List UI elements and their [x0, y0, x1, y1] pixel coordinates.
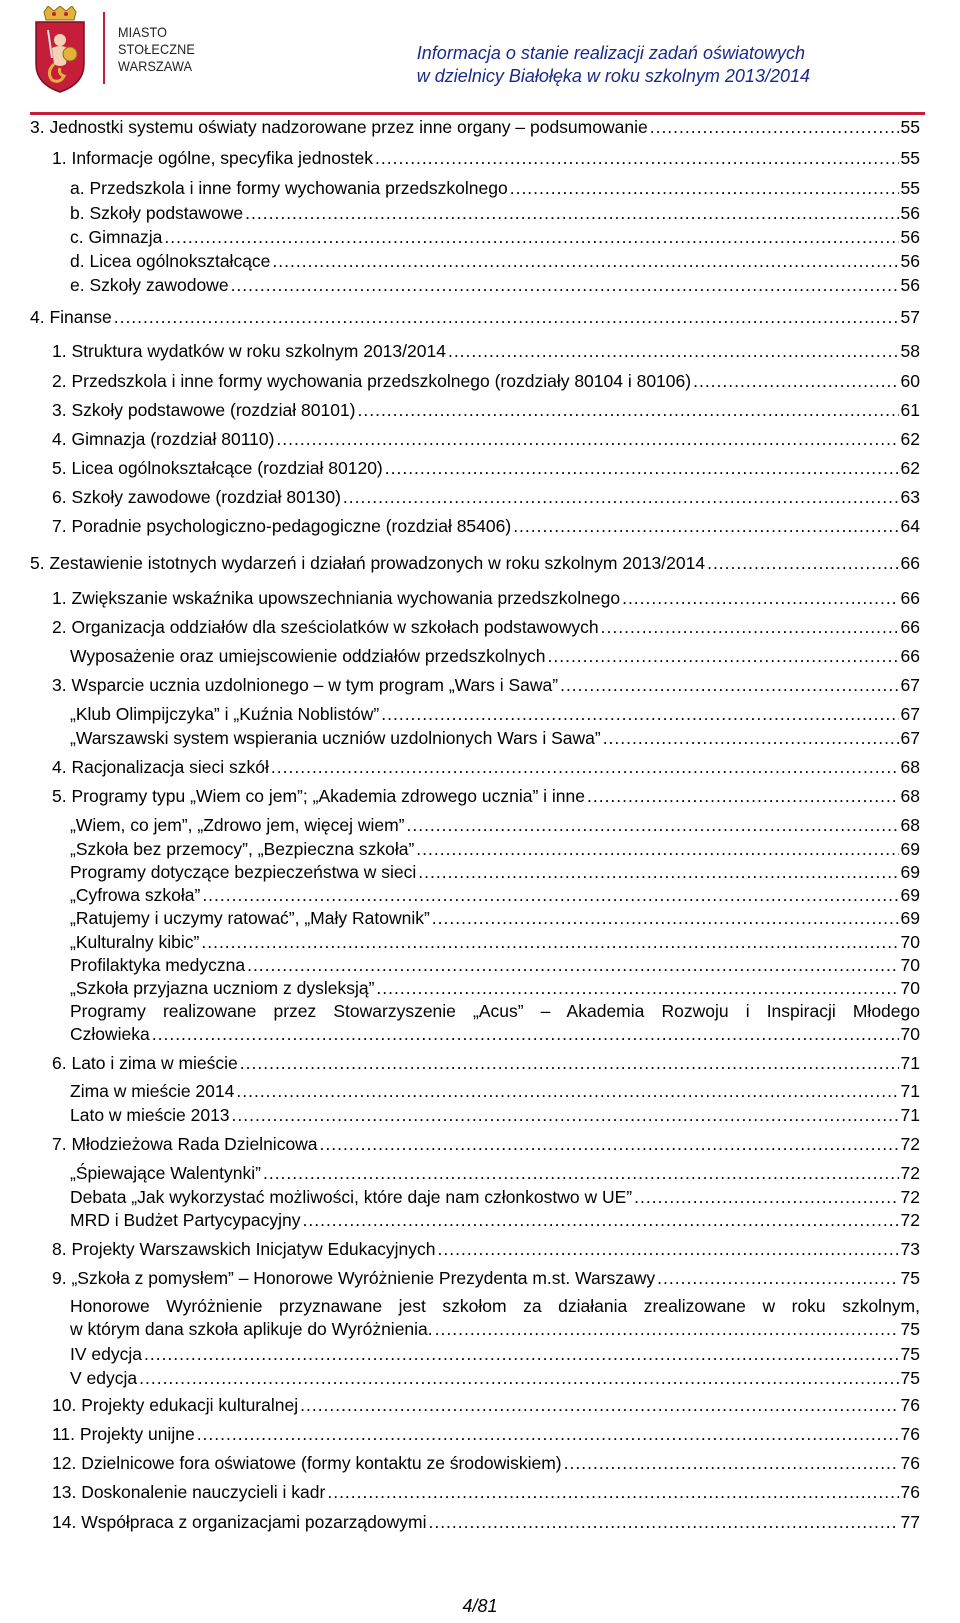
toc-entry-title: c. Gimnazja	[70, 227, 163, 247]
dot-leader	[650, 116, 899, 138]
toc-entry[interactable]	[70, 1318, 920, 1340]
toc-entry-title: „Warszawski system wspierania uczniów uzdolnionych Wars i Sawa”	[70, 728, 601, 748]
toc-entry-title: a. Przedszkola i inne formy wychowania przedszkolnego	[70, 178, 508, 198]
dot-leader	[634, 1186, 898, 1208]
toc-entry[interactable]	[70, 884, 920, 906]
dot-leader	[448, 340, 899, 362]
dot-leader	[144, 1343, 899, 1365]
toc-entry-title: 5. Programy typu „Wiem co jem”; „Akademia zdrowego ucznia” i inne	[52, 786, 585, 806]
toc-entry[interactable]	[30, 306, 920, 328]
toc-entry[interactable]	[70, 177, 920, 199]
toc-entry-page: 61	[900, 400, 920, 420]
toc-entry[interactable]	[52, 1452, 920, 1474]
toc-entry[interactable]	[52, 1423, 920, 1445]
dot-leader	[548, 645, 899, 667]
toc-entry-title: 1. Struktura wydatków w roku szkolnym 2013/2014	[52, 341, 446, 361]
toc-entry[interactable]	[70, 861, 920, 883]
toc-entry-page: 72	[900, 1210, 920, 1230]
toc-entry-title: 6. Szkoły zawodowe (rozdział 80130)	[52, 487, 341, 507]
toc-entry-title: „Klub Olimpijczyka” i „Kuźnia Noblistów”	[70, 704, 380, 724]
dot-leader	[300, 1394, 898, 1416]
toc-entry-page: 62	[900, 458, 920, 478]
toc-entry-title: „Ratujemy i uczymy ratować”, „Mały Ratownik”	[70, 908, 430, 928]
toc-entry-title: IV edycja	[70, 1344, 142, 1364]
toc-entry-page: 71	[900, 1105, 920, 1125]
toc-entry[interactable]	[52, 515, 920, 537]
toc-entry-page: 66	[900, 553, 920, 573]
toc-entry-title: 5. Zestawienie istotnych wydarzeń i działań prowadzonych w roku szkolnym 2013/2014	[30, 553, 706, 573]
dot-leader	[438, 1238, 899, 1260]
dot-leader	[114, 306, 899, 328]
dot-leader	[247, 954, 898, 976]
toc-entry[interactable]	[70, 645, 920, 667]
toc-entry-page: 55	[900, 148, 920, 168]
header-rule	[30, 112, 925, 115]
toc-entry-title: w którym dana szkoła aplikuje do Wyróżnienia.	[70, 1319, 433, 1339]
toc-entry-page: 76	[900, 1395, 920, 1415]
dot-leader	[303, 1209, 899, 1231]
dot-leader	[513, 515, 898, 537]
toc-entry-title: 3. Wsparcie ucznia uzdolnionego – w tym program „Wars i Sawa”	[52, 675, 559, 695]
toc-entry[interactable]	[70, 1023, 920, 1045]
toc-entry-title: 5. Licea ogólnokształcące (rozdział 80120)	[52, 458, 383, 478]
toc-entry[interactable]	[70, 1162, 920, 1184]
toc-entry-title: „Śpiewające Walentynki”	[70, 1163, 261, 1183]
toc-entry-title: Wyposażenie oraz umiejscowienie oddziałów przedszkolnych	[70, 646, 546, 666]
toc-entry[interactable]	[52, 616, 920, 638]
toc-entry-title: 13. Doskonalenie nauczycieli i kadr	[52, 1482, 326, 1502]
toc-entry[interactable]	[52, 147, 920, 169]
toc-entry-page: 69	[900, 862, 920, 882]
toc-entry-page: 70	[900, 1024, 920, 1044]
dot-leader	[327, 1481, 898, 1503]
toc-entry[interactable]	[52, 1394, 920, 1416]
toc-entry-page: 70	[900, 932, 920, 952]
toc-entry[interactable]	[70, 703, 920, 725]
toc-entry[interactable]	[52, 370, 920, 392]
toc-entry-page: 64	[900, 516, 920, 536]
toc-entry[interactable]	[52, 1133, 920, 1155]
toc-entry-page: 66	[900, 588, 920, 608]
dot-leader	[236, 1080, 898, 1102]
logo-divider	[103, 12, 105, 84]
toc-entry-page: 56	[900, 251, 920, 271]
toc-entry[interactable]	[52, 1481, 920, 1503]
toc-entry-page: 69	[900, 908, 920, 928]
toc-entry-title: 3. Jednostki systemu oświaty nadzorowane przez inne organy – podsumowanie	[30, 117, 648, 137]
toc-entry-title: 1. Informacje ogólne, specyfika jednostek	[52, 148, 374, 168]
dot-leader	[564, 1452, 899, 1474]
toc-entry[interactable]	[70, 1186, 920, 1208]
toc-entry-line[interactable]: Honorowe Wyróżnienie przyznawane jest szkołom za działania zrealizowane w roku szkolnym,	[70, 1296, 920, 1316]
dot-leader	[428, 1511, 898, 1533]
toc-entry-title: 11. Projekty unijne	[52, 1424, 195, 1444]
toc-entry[interactable]	[52, 428, 920, 450]
toc-entry-title: 7. Młodzieżowa Rada Dzielnicowa	[52, 1134, 318, 1154]
dot-leader	[320, 1133, 899, 1155]
toc-entry-title: „Cyfrowa szkoła”	[70, 885, 201, 905]
toc-entry[interactable]	[52, 457, 920, 479]
toc-entry-title: 8. Projekty Warszawskich Inicjatyw Edukacyjnych	[52, 1239, 436, 1259]
dot-leader	[245, 202, 898, 224]
toc-entry-page: 72	[900, 1134, 920, 1154]
toc-entry-title: Programy dotyczące bezpieczeństwa w sieci	[70, 862, 417, 882]
toc-entry-title: 1. Zwiększanie wskaźnika upowszechniania wychowania przedszkolnego	[52, 588, 621, 608]
document-title	[417, 42, 810, 88]
toc-entry[interactable]	[70, 727, 920, 749]
toc-entry-page: 58	[900, 341, 920, 361]
toc-entry[interactable]	[30, 116, 920, 138]
toc-entry[interactable]	[52, 399, 920, 421]
toc-entry[interactable]	[52, 756, 920, 778]
dot-leader	[510, 177, 899, 199]
dot-leader	[657, 1267, 898, 1289]
toc-entry-title: 2. Przedszkola i inne formy wychowania przedszkolnego (rozdziały 80104 i 80106)	[52, 371, 692, 391]
toc-entry-title: 10. Projekty edukacji kulturalnej	[52, 1395, 299, 1415]
toc-entry-page: 71	[900, 1081, 920, 1101]
dot-leader	[385, 457, 899, 479]
dot-leader	[432, 907, 899, 929]
toc-entry-title: 4. Gimnazja (rozdział 80110)	[52, 429, 275, 449]
dot-leader	[232, 1104, 899, 1126]
toc-entry-title: 9. „Szkoła z pomysłem” – Honorowe Wyróżnienie Prezydenta m.st. Warszawy	[52, 1268, 656, 1288]
dot-leader	[152, 1023, 899, 1045]
logo-line: MIASTO	[118, 24, 168, 40]
dot-leader	[202, 884, 898, 906]
page-header	[0, 0, 960, 118]
toc-entry-page: 56	[900, 203, 920, 223]
toc-entry-title: Profilaktyka medyczna	[70, 955, 246, 975]
toc-entry[interactable]	[52, 340, 920, 362]
dot-leader	[139, 1367, 898, 1389]
toc-entry-title: 6. Lato i zima w mieście	[52, 1053, 238, 1073]
dot-leader	[416, 838, 898, 860]
dot-leader	[276, 428, 898, 450]
dot-leader	[587, 785, 899, 807]
toc-entry-page: 68	[900, 757, 920, 777]
toc-entry-page: 66	[900, 617, 920, 637]
title-line-2: w dzielnicy Białołęka w roku szkolnym 2013/2014	[416, 66, 810, 86]
dot-leader	[240, 1052, 899, 1074]
dot-leader	[375, 147, 899, 169]
toc-entry[interactable]	[70, 1080, 920, 1102]
dot-leader	[707, 552, 898, 574]
toc-entry-page: 75	[900, 1368, 920, 1388]
toc-entry-title: Zima w mieście 2014	[70, 1081, 235, 1101]
toc-entry-title: 3. Szkoły podstawowe (rozdział 80101)	[52, 400, 356, 420]
dot-leader	[271, 756, 899, 778]
dot-leader	[693, 370, 898, 392]
warsaw-coat-of-arms-logo	[30, 6, 90, 94]
toc-entry-page: 56	[900, 275, 920, 295]
toc-entry[interactable]	[52, 1267, 920, 1289]
toc-entry[interactable]	[52, 1511, 920, 1533]
dot-leader	[418, 861, 898, 883]
toc-entry-page: 55	[900, 178, 920, 198]
toc-entry-title: MRD i Budżet Partycypacyjny	[70, 1210, 301, 1230]
toc-entry-page: 72	[900, 1187, 920, 1207]
toc-entry[interactable]	[52, 1052, 920, 1074]
dot-leader	[603, 727, 899, 749]
toc-entry-page: 76	[900, 1482, 920, 1502]
toc-entry-title: 7. Poradnie psychologiczno-pedagogiczne (rozdział 85406)	[52, 516, 512, 536]
toc-entry[interactable]	[70, 954, 920, 976]
toc-entry[interactable]	[70, 838, 920, 860]
toc-entry[interactable]	[70, 226, 920, 248]
toc-entry-title: e. Szkoły zawodowe	[70, 275, 229, 295]
dot-leader	[358, 399, 899, 421]
toc-entry-page: 75	[900, 1344, 920, 1364]
dot-leader	[406, 814, 898, 836]
title-line-1: Informacja o stanie realizacji zadań oświatowych	[416, 43, 805, 63]
dot-leader	[435, 1318, 899, 1340]
toc-entry-title: „Szkoła przyjazna uczniom z dysleksją”	[70, 978, 375, 998]
page-number: 4/81	[462, 1596, 498, 1616]
toc-entry[interactable]	[70, 274, 920, 296]
dot-leader	[560, 674, 898, 696]
toc-entry-page: 68	[900, 786, 920, 806]
toc-entry-page: 71	[900, 1053, 920, 1073]
toc-entry[interactable]	[70, 1367, 920, 1389]
toc-entry-page: 75	[900, 1268, 920, 1288]
toc-entry-title: d. Licea ogólnokształcące	[70, 251, 271, 271]
toc-entry[interactable]	[70, 1343, 920, 1365]
toc-entry[interactable]	[52, 674, 920, 696]
dot-leader	[272, 250, 898, 272]
logo-line: STOŁECZNE	[118, 41, 196, 57]
toc-entry-page: 69	[900, 885, 920, 905]
dot-leader	[343, 486, 899, 508]
toc-entry-page: 72	[900, 1163, 920, 1183]
toc-entry-title: 14. Współpraca z organizacjami pozarządowymi	[52, 1512, 427, 1532]
toc-entry-page: 67	[900, 704, 920, 724]
toc-entry-page: 66	[900, 646, 920, 666]
toc-entry[interactable]	[70, 907, 920, 929]
toc-entry-title: 2. Organizacja oddziałów dla sześciolatków w szkołach podstawowych	[52, 617, 599, 637]
toc-entry-page: 67	[900, 675, 920, 695]
dot-leader	[601, 616, 899, 638]
toc-entry[interactable]	[70, 931, 920, 953]
logo-wordmark	[118, 24, 195, 75]
toc-entry-title: „Kulturalny kibic”	[70, 932, 200, 952]
toc-entry-page: 76	[900, 1424, 920, 1444]
toc-entry-page: 67	[900, 728, 920, 748]
toc-entry-title: 4. Racjonalizacja sieci szkół	[52, 757, 269, 777]
dot-leader	[381, 703, 898, 725]
toc-entry-title: V edycja	[70, 1368, 138, 1388]
toc-entry-title: Lato w mieście 2013	[70, 1105, 230, 1125]
toc-entry-page: 69	[900, 839, 920, 859]
toc-entry[interactable]	[30, 552, 920, 574]
toc-entry-page: 73	[900, 1239, 920, 1259]
toc-entry-page: 60	[900, 371, 920, 391]
toc-entry-line[interactable]: Programy realizowane przez Stowarzyszenie „Acus” – Akademia Rozwoju i Inspiracji Młodego	[70, 1001, 920, 1021]
dot-leader	[622, 587, 898, 609]
toc-entry[interactable]	[52, 1238, 920, 1260]
toc-entry[interactable]	[70, 1104, 920, 1126]
toc-entry-page: 68	[900, 815, 920, 835]
toc-entry-title: b. Szkoły podstawowe	[70, 203, 244, 223]
toc-entry-page: 76	[900, 1453, 920, 1473]
toc-entry[interactable]	[70, 250, 920, 272]
toc-entry-title: 4. Finanse	[30, 307, 112, 327]
toc-entry-page: 77	[900, 1512, 920, 1532]
toc-entry[interactable]	[52, 587, 920, 609]
toc-entry-title: 12. Dzielnicowe fora oświatowe (formy kontaktu ze środowiskiem)	[52, 1453, 562, 1473]
toc-entry[interactable]	[70, 814, 920, 836]
dot-leader	[201, 931, 898, 953]
dot-leader	[197, 1423, 899, 1445]
toc-entry-title: Człowieka	[70, 1024, 150, 1044]
logo-line: WARSZAWA	[118, 58, 193, 74]
toc-entry[interactable]	[70, 202, 920, 224]
toc-entry-page: 70	[900, 955, 920, 975]
toc-entry-page: 70	[900, 978, 920, 998]
toc-entry-title: „Wiem, co jem”, „Zdrowo jem, więcej wiem”	[70, 815, 405, 835]
dot-leader	[231, 274, 899, 296]
toc-entry-page: 62	[900, 429, 920, 449]
dot-leader	[164, 226, 898, 248]
dot-leader	[263, 1162, 899, 1184]
toc-entry[interactable]	[52, 486, 920, 508]
toc-entry-page: 75	[900, 1319, 920, 1339]
toc-entry[interactable]	[70, 1209, 920, 1231]
toc-entry-page: 63	[900, 487, 920, 507]
toc-entry-page: 55	[900, 117, 920, 137]
toc-entry-title: „Szkoła bez przemocy”, „Bezpieczna szkoła”	[70, 839, 415, 859]
toc-entry[interactable]	[52, 785, 920, 807]
toc-entry-page: 56	[900, 227, 920, 247]
toc-entry-title: Debata „Jak wykorzystać możliwości, które daje nam członkostwo w UE”	[70, 1187, 633, 1207]
toc-entry[interactable]	[70, 977, 920, 999]
dot-leader	[376, 977, 898, 999]
toc-entry-page: 57	[900, 307, 920, 327]
